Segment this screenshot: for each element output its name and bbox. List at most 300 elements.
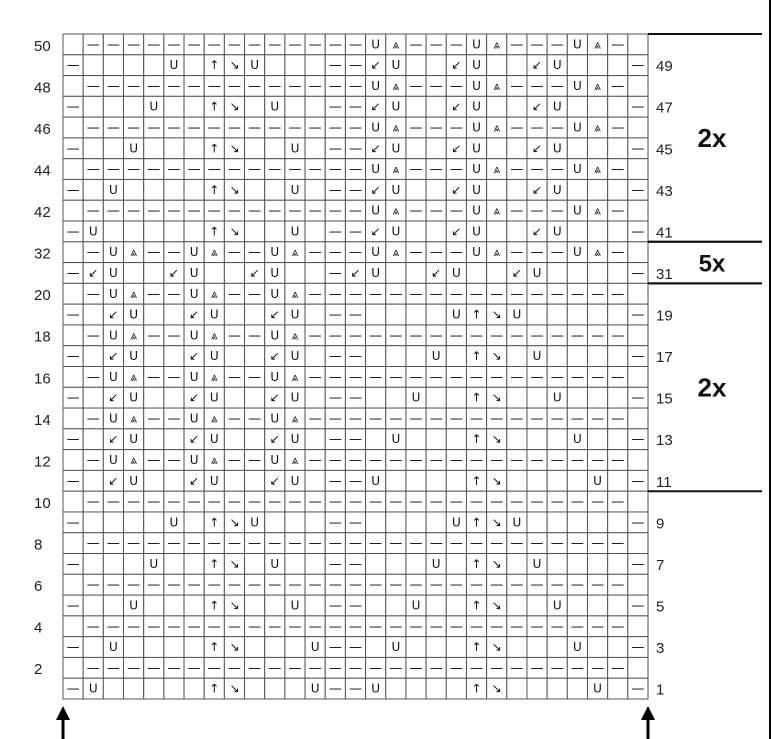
cell-symbol: ↙ (269, 473, 280, 488)
cell-symbol: U (472, 78, 481, 93)
cell-symbol: — (66, 432, 80, 448)
cell-symbol: — (328, 390, 342, 406)
chart-cell (103, 221, 123, 242)
chart-cell (63, 574, 83, 595)
cell-symbol: ↙ (532, 99, 543, 114)
cell-symbol: ⩓ (210, 411, 218, 426)
chart-cell (63, 408, 83, 429)
cell-symbol: — (167, 536, 181, 552)
chart-cell (527, 512, 547, 533)
cell-symbol: — (550, 577, 564, 593)
cell-symbol: — (328, 453, 342, 469)
cell-symbol: ↙ (189, 307, 200, 322)
cell-symbol: U (532, 265, 542, 280)
chart-cell (608, 678, 628, 699)
chart-cell (285, 512, 305, 533)
cell-symbol: U (472, 58, 481, 73)
cell-symbol: U (109, 411, 118, 426)
cell-symbol: — (349, 162, 362, 178)
cell-symbol: U (431, 556, 441, 571)
cell-symbol: — (631, 515, 645, 531)
chart-cell (224, 429, 244, 450)
cell-symbol: — (66, 224, 80, 240)
cell-symbol: — (66, 141, 80, 157)
cell-symbol: — (106, 660, 120, 676)
chart-cell (628, 450, 648, 471)
cell-symbol: — (349, 182, 362, 198)
cell-symbol: U (290, 224, 300, 239)
chart-cell (83, 595, 103, 616)
cell-symbol: — (227, 162, 241, 178)
chart-cell (83, 470, 103, 491)
row-number: 12 (34, 453, 51, 471)
cell-symbol: U (209, 349, 219, 364)
cell-symbol: — (470, 286, 484, 302)
row-number: 13 (656, 432, 673, 450)
chart-cell (245, 96, 265, 117)
chart-cell (527, 595, 547, 616)
cell-symbol: — (268, 78, 282, 94)
chart-cell (305, 429, 325, 450)
chart-cell (285, 678, 305, 699)
cell-symbol: — (470, 577, 484, 593)
cell-symbol: — (167, 162, 181, 178)
cell-symbol: U (109, 265, 118, 280)
cell-symbol: — (490, 411, 504, 427)
cell-symbol: — (308, 577, 322, 593)
cell-symbol: U (129, 432, 138, 447)
chart-cell (628, 34, 648, 55)
cell-symbol: U (371, 203, 381, 218)
cell-symbol: ⩓ (594, 203, 601, 218)
chart-cell (527, 304, 547, 325)
chart-cell (608, 554, 628, 575)
cell-symbol: U (472, 37, 481, 52)
cell-symbol: — (591, 369, 605, 385)
cell-symbol: ↙ (451, 182, 462, 197)
chart-cell (426, 304, 446, 325)
cell-symbol: ↑ (209, 681, 220, 696)
chart-cell (628, 76, 648, 97)
cell-symbol: U (472, 162, 481, 177)
cell-symbol: — (349, 141, 362, 157)
cell-symbol: — (409, 120, 423, 136)
cell-symbol: — (248, 203, 262, 219)
cell-symbol: — (308, 453, 322, 469)
chart-cell (164, 138, 184, 159)
cell-symbol: — (86, 162, 100, 178)
cell-symbol: — (570, 453, 584, 469)
cell-symbol: — (510, 577, 524, 593)
cell-symbol: U (573, 203, 582, 218)
cell-symbol: — (167, 203, 181, 219)
cell-symbol: U (532, 349, 542, 364)
cell-symbol: — (429, 286, 443, 302)
row-number: 8 (34, 536, 43, 554)
cell-symbol: — (328, 99, 342, 115)
cell-symbol: — (611, 78, 625, 94)
cell-symbol: — (147, 162, 161, 178)
cell-symbol: — (106, 203, 120, 219)
row-number: 3 (656, 640, 665, 658)
chart-cell (608, 304, 628, 325)
cell-symbol: ↑ (209, 598, 220, 613)
cell-symbol: — (127, 162, 141, 178)
chart-cell (628, 616, 648, 637)
cell-symbol: — (510, 494, 524, 510)
cell-symbol: ⩓ (291, 453, 299, 468)
cell-symbol: U (270, 556, 280, 571)
cell-symbol: U (411, 390, 421, 405)
cell-symbol: ⩓ (493, 120, 501, 135)
cell-symbol: — (227, 78, 241, 94)
cell-symbol: ↙ (269, 307, 280, 322)
cell-symbol: — (328, 369, 342, 385)
chart-cell (83, 55, 103, 76)
cell-symbol: — (127, 577, 141, 593)
cell-symbol: — (248, 162, 262, 178)
cell-symbol: — (470, 536, 484, 552)
cell-symbol: — (550, 411, 564, 427)
cell-symbol: — (530, 411, 544, 427)
cell-symbol: — (328, 265, 342, 281)
cell-symbol: — (127, 536, 141, 552)
cell-symbol: — (409, 203, 423, 219)
cell-symbol: — (328, 245, 342, 261)
cell-symbol: — (147, 453, 161, 469)
cell-symbol: U (552, 58, 562, 73)
chart-cell (144, 512, 164, 533)
cell-symbol: ⩓ (210, 453, 218, 468)
row-number: 47 (656, 99, 673, 117)
cell-symbol: U (270, 286, 280, 301)
chart-cell (608, 512, 628, 533)
cell-symbol: ↙ (269, 432, 280, 447)
cell-symbol: U (371, 473, 381, 488)
cell-symbol: ↙ (451, 58, 462, 73)
cell-symbol: — (409, 328, 423, 344)
cell-symbol: ↘ (491, 556, 502, 571)
chart-cell (426, 637, 446, 658)
chart-cell (567, 304, 587, 325)
left-arrow-icon (56, 706, 70, 720)
cell-symbol: — (167, 78, 181, 94)
row-number: 1 (656, 681, 665, 699)
cell-symbol: — (227, 245, 241, 261)
cell-symbol: ⩓ (392, 78, 400, 93)
cell-symbol: — (288, 660, 302, 676)
cell-symbol: — (308, 328, 322, 344)
cell-symbol: — (369, 536, 383, 552)
cell-symbol: — (611, 162, 625, 178)
cell-symbol: — (429, 619, 443, 635)
cell-symbol: — (409, 494, 423, 510)
cell-symbol: — (429, 203, 443, 219)
chart-cell (124, 263, 144, 284)
cell-symbol: — (611, 245, 625, 261)
cell-symbol: — (187, 660, 201, 676)
cell-symbol: — (530, 162, 544, 178)
cell-symbol: — (106, 577, 120, 593)
chart-cell (507, 179, 527, 200)
cell-symbol: — (530, 619, 544, 635)
cell-symbol: — (490, 328, 504, 344)
chart-cell (507, 221, 527, 242)
cell-symbol: — (389, 619, 403, 635)
cell-symbol: — (66, 99, 80, 115)
chart-cell (265, 637, 285, 658)
row-number: 43 (656, 182, 673, 200)
cell-symbol: ↙ (451, 141, 462, 156)
cell-symbol: U (129, 390, 138, 405)
cell-symbol: U (552, 390, 562, 405)
cell-symbol: ⩓ (392, 245, 400, 260)
cell-symbol: — (328, 411, 342, 427)
chart-cell (164, 595, 184, 616)
cell-symbol: — (227, 536, 241, 552)
cell-symbol: ↘ (491, 390, 502, 405)
chart-cell (245, 637, 265, 658)
chart-cell (224, 346, 244, 367)
cell-symbol: U (109, 328, 118, 343)
cell-symbol: ⩓ (210, 328, 218, 343)
chart-cell (426, 138, 446, 159)
chart-cell (386, 512, 406, 533)
cell-symbol: — (349, 556, 362, 572)
chart-cell (547, 512, 567, 533)
cell-symbol: — (106, 37, 120, 53)
cell-symbol: ⩓ (130, 453, 137, 468)
chart-cell (265, 221, 285, 242)
cell-symbol: ↘ (229, 58, 240, 73)
chart-cell (567, 96, 587, 117)
cell-symbol: — (328, 536, 342, 552)
row-number: 41 (656, 224, 673, 242)
cell-symbol: — (409, 619, 423, 635)
cell-symbol: — (349, 411, 362, 427)
chart-cell (285, 55, 305, 76)
cell-symbol: — (66, 556, 80, 572)
chart-cell (426, 221, 446, 242)
cell-symbol: — (308, 369, 322, 385)
chart-cell (245, 678, 265, 699)
cell-symbol: U (391, 58, 401, 73)
cell-symbol: — (288, 536, 302, 552)
cell-symbol: — (631, 99, 645, 115)
cell-symbol: — (349, 515, 362, 531)
cell-symbol: U (109, 245, 118, 260)
chart-cell (507, 678, 527, 699)
chart-cell (487, 221, 507, 242)
cell-symbol: — (631, 598, 645, 614)
chart-cell (305, 179, 325, 200)
chart-cell (366, 595, 386, 616)
cell-symbol: — (631, 265, 645, 281)
row-number: 16 (34, 370, 51, 388)
cell-symbol: — (550, 286, 564, 302)
chart-cell (547, 429, 567, 450)
cell-symbol: — (207, 162, 221, 178)
cell-symbol: — (530, 660, 544, 676)
cell-symbol: — (167, 453, 181, 469)
row-number: 9 (656, 515, 665, 533)
cell-symbol: U (149, 99, 159, 114)
cell-symbol: — (611, 286, 625, 302)
chart-cell (124, 678, 144, 699)
cell-symbol: ↘ (229, 556, 240, 571)
chart-cell (63, 657, 83, 678)
cell-symbol: — (570, 286, 584, 302)
chart-cell (547, 678, 567, 699)
chart-cell (608, 138, 628, 159)
chart-cell (144, 55, 164, 76)
chart-cell (305, 512, 325, 533)
chart-cell (587, 387, 607, 408)
cell-symbol: — (369, 660, 383, 676)
cell-symbol: — (227, 37, 241, 53)
chart-cell (124, 55, 144, 76)
cell-symbol: — (147, 619, 161, 635)
chart-cell (567, 263, 587, 284)
cell-symbol: — (449, 162, 463, 178)
chart-cell (608, 96, 628, 117)
cell-symbol: U (593, 473, 602, 488)
cell-symbol: — (611, 619, 625, 635)
cell-symbol: U (552, 141, 562, 156)
cell-symbol: U (310, 681, 320, 696)
chart-cell (386, 678, 406, 699)
chart-cell (366, 429, 386, 450)
cell-symbol: — (227, 203, 241, 219)
cell-symbol: U (573, 120, 582, 135)
chart-cell (245, 179, 265, 200)
cell-symbol: U (290, 307, 300, 322)
chart-cell (587, 96, 607, 117)
cell-symbol: U (209, 432, 219, 447)
chart-cell (608, 387, 628, 408)
cell-symbol: ↑ (471, 640, 482, 655)
cell-symbol: — (167, 619, 181, 635)
chart-cell (63, 200, 83, 221)
cell-symbol: — (86, 619, 100, 635)
cell-symbol: U (189, 286, 199, 301)
cell-symbol: U (250, 515, 260, 530)
cell-symbol: — (611, 328, 625, 344)
chart-cell (426, 678, 446, 699)
cell-symbol: — (207, 660, 221, 676)
cell-symbol: — (227, 411, 241, 427)
cell-symbol: — (449, 245, 463, 261)
cell-symbol: U (512, 515, 522, 530)
cell-symbol: — (429, 411, 443, 427)
cell-symbol: ⩓ (130, 286, 137, 301)
row-number: 18 (34, 328, 51, 346)
chart-cell (628, 408, 648, 429)
chart-cell (63, 159, 83, 180)
cell-symbol: — (429, 120, 443, 136)
cell-symbol: — (631, 432, 645, 448)
cell-symbol: — (248, 494, 262, 510)
row-number: 44 (34, 162, 51, 180)
cell-symbol: ↙ (189, 349, 200, 364)
cell-symbol: ⩓ (594, 37, 601, 52)
chart-cell (547, 637, 567, 658)
cell-symbol: — (490, 660, 504, 676)
cell-symbol: U (189, 369, 199, 384)
cell-symbol: — (409, 37, 423, 53)
cell-symbol: U (270, 265, 280, 280)
cell-symbol: — (510, 536, 524, 552)
cell-symbol: — (86, 411, 100, 427)
chart-cell (63, 533, 83, 554)
cell-symbol: — (449, 619, 463, 635)
cell-symbol: ↙ (370, 141, 381, 156)
cell-symbol: — (147, 328, 161, 344)
chart-cell (124, 179, 144, 200)
cell-symbol: — (248, 536, 262, 552)
chart-cell (628, 367, 648, 388)
cell-symbol: — (349, 99, 362, 115)
cell-symbol: U (472, 245, 481, 260)
cell-symbol: — (106, 162, 120, 178)
cell-symbol: — (429, 494, 443, 510)
chart-cell (608, 595, 628, 616)
chart-cell (406, 304, 426, 325)
cell-symbol: — (167, 494, 181, 510)
cell-symbol: ↑ (471, 598, 482, 613)
cell-symbol: — (207, 203, 221, 219)
chart-cell (164, 387, 184, 408)
cell-symbol: U (451, 515, 461, 530)
chart-cell (386, 470, 406, 491)
cell-symbol: — (187, 536, 201, 552)
chart-cell (406, 179, 426, 200)
cell-symbol: — (449, 78, 463, 94)
cell-symbol: — (389, 536, 403, 552)
cell-symbol: U (371, 265, 381, 280)
cell-symbol: — (147, 369, 161, 385)
chart-cell (245, 387, 265, 408)
chart-cell (628, 574, 648, 595)
cell-symbol: — (449, 328, 463, 344)
cell-symbol: ↘ (229, 182, 240, 197)
cell-symbol: ⩓ (594, 245, 601, 260)
cell-symbol: — (449, 577, 463, 593)
cell-symbol: — (550, 619, 564, 635)
row-number: 49 (656, 58, 673, 76)
chart-cell (426, 96, 446, 117)
cell-symbol: ↙ (189, 390, 200, 405)
chart-cell (204, 263, 224, 284)
cell-symbol: U (189, 453, 199, 468)
row-number: 10 (34, 494, 51, 512)
cell-symbol: — (167, 286, 181, 302)
row-number: 19 (656, 307, 673, 325)
chart-cell (265, 138, 285, 159)
cell-symbol: — (328, 37, 342, 53)
chart-cell (245, 304, 265, 325)
cell-symbol: — (66, 349, 80, 365)
cell-symbol: — (631, 390, 645, 406)
cell-symbol: — (349, 660, 362, 676)
cell-symbol: — (550, 78, 564, 94)
cell-symbol: ⩓ (594, 120, 601, 135)
cell-symbol: U (189, 245, 199, 260)
cell-symbol: — (490, 494, 504, 510)
cell-symbol: — (470, 328, 484, 344)
chart-cell (265, 512, 285, 533)
chart-cell (608, 221, 628, 242)
